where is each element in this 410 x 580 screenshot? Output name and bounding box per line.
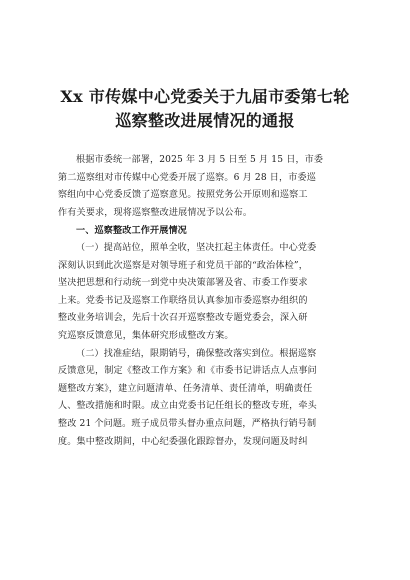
paragraph-line: （一）提高站位，照单全收，坚决扛起主体责任。中心党委 bbox=[76, 242, 317, 253]
paragraph-line: 上来。党委书记及巡察工作联络员认真参加市委巡察办组织的 bbox=[58, 295, 308, 306]
section-paragraph-1 bbox=[58, 240, 358, 346]
section-heading: 一、巡察整改工作开展情况 bbox=[76, 225, 187, 237]
intro-paragraph bbox=[58, 152, 358, 222]
intro-line: 作有关要求，现将巡察整改进展情况予以公布。 bbox=[58, 207, 253, 218]
document-title-line-1: Xx 市传媒中心党委关于九届市委第七轮 bbox=[60, 87, 350, 106]
intro-line: 察组向中心党委反馈了巡察意见。按照党务公开原则和巡察工 bbox=[58, 190, 308, 201]
document-body bbox=[58, 152, 358, 451]
paragraph-line: 整改 21 个问题。班子成员带头督办重点问题，严格执行销号制 bbox=[58, 418, 317, 429]
intro-line: 根据市委统一部署，2025 年 3 月 5 日至 5 月 15 日，市委 bbox=[76, 155, 324, 165]
paragraph-line: （二）找准症结，限期销号，确保整改落实到位。根据巡察 bbox=[76, 348, 317, 359]
paragraph-line: 人、整改措施和时限。成立由党委书记任组长的整改专班，牵头 bbox=[58, 401, 317, 412]
paragraph-line: 坚决把思想和行动统一到党中央决策部署及省、市委工作要求 bbox=[58, 278, 308, 289]
document-title-line-2: 巡察整改进展情况的通报 bbox=[115, 111, 295, 130]
intro-line: 第二巡察组对市传媒中心党委开展了巡察。6 月 28 日，市委巡 bbox=[58, 172, 317, 183]
section-heading-paragraph bbox=[58, 222, 358, 240]
paragraph-line: 反馈意见，制定《整改工作方案》和《市委书记讲话点人点事问 bbox=[58, 366, 317, 377]
section-paragraph-2 bbox=[58, 346, 358, 452]
paragraph-line: 度。集中整改期间，中心纪委强化跟踪督办，发现问题及时纠 bbox=[58, 436, 308, 447]
paragraph-line: 究巡察反馈意见，集体研究形成整改方案。 bbox=[58, 330, 234, 341]
paragraph-line: 整改业务培训会，先后十次召开巡察整改专题党委会，深入研 bbox=[58, 313, 308, 324]
paragraph-line: 深刻认识到此次巡察是对领导班子和党员干部的“政治体检”， bbox=[58, 260, 308, 271]
paragraph-line: 题整改方案》，建立问题清单、任务清单、责任清单，明确责任 bbox=[58, 383, 313, 394]
